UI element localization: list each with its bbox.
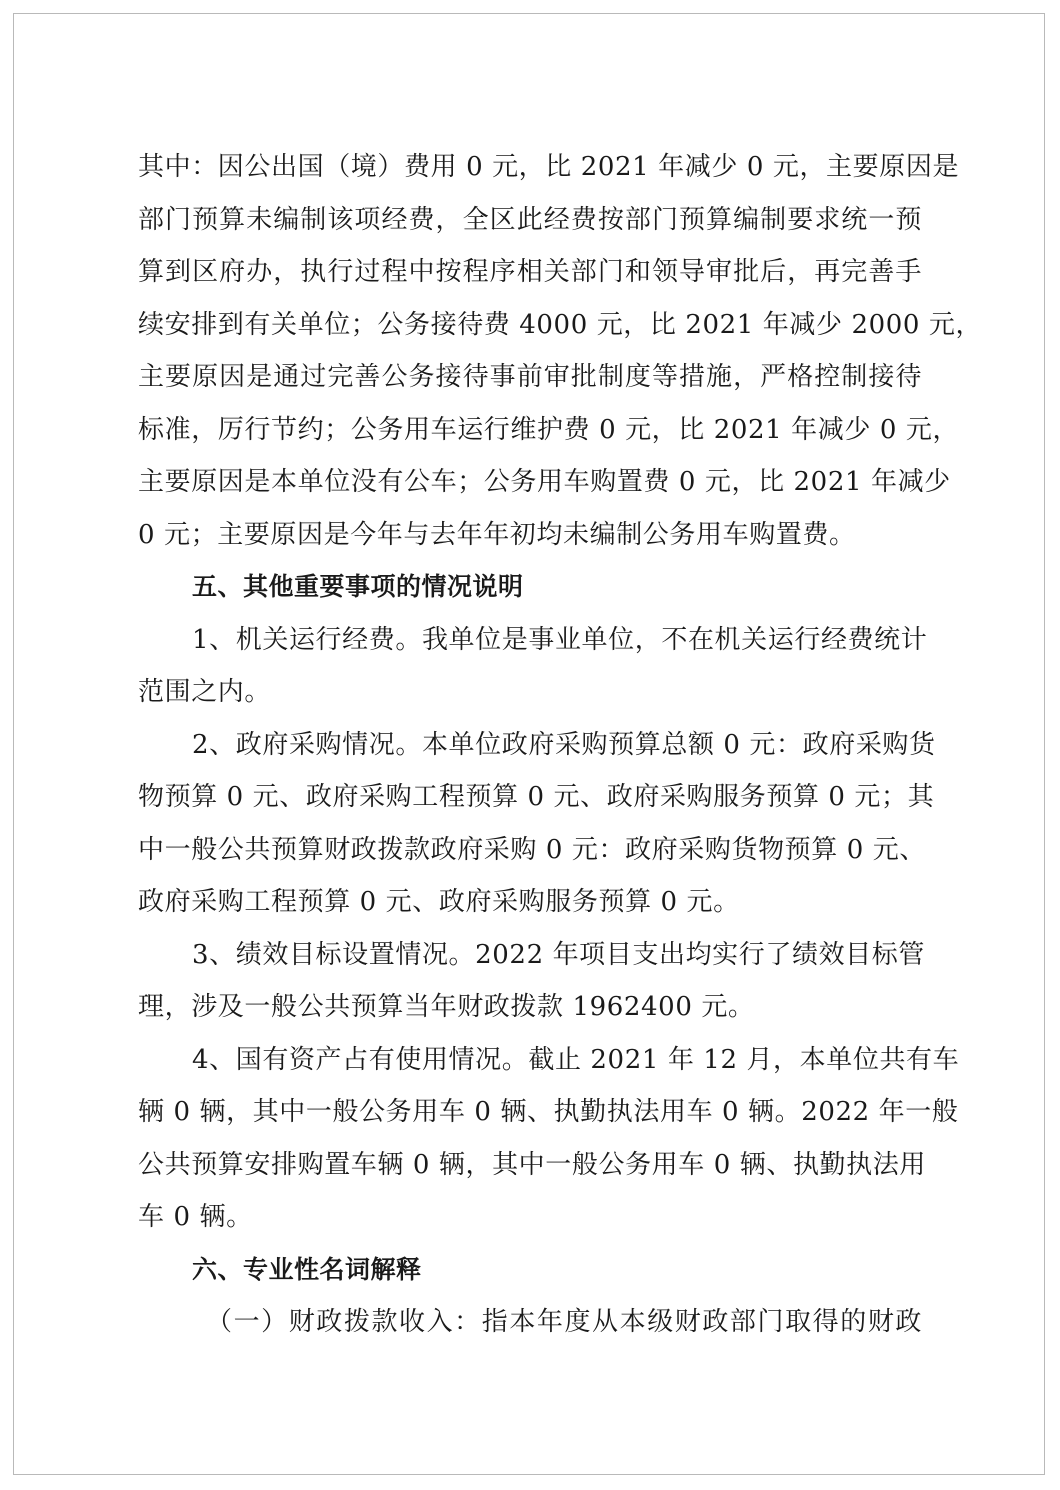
text-line: 算到区府办，执行过程中按程序相关部门和领导审批后，再完善手	[138, 257, 922, 287]
text-line: 2、政府采购情况。本单位政府采购预算总额 0 元：政府采购货	[192, 729, 936, 760]
document-body	[138, 141, 983, 1349]
text-line: 1、机关运行经费。我单位是事业单位，不在机关运行经费统计	[192, 624, 928, 655]
text-line: 4、国有资产占有使用情况。截止 2021 年 12 月，本单位共有车	[192, 1044, 960, 1075]
text-line: 物预算 0 元、政府采购工程预算 0 元、政府采购服务预算 0 元；其	[138, 782, 935, 812]
paragraph-procurement	[138, 719, 936, 929]
text-line: 政府采购工程预算 0 元、政府采购服务预算 0 元。	[138, 887, 740, 917]
text-line: 公共预算安排购置车辆 0 辆，其中一般公务用车 0 辆、执勤执法用	[138, 1149, 926, 1180]
text-line: 3、绩效目标设置情况。2022 年项目支出均实行了绩效目标管	[192, 939, 925, 970]
text-line: 辆 0 辆，其中一般公务用车 0 辆、执勤执法用车 0 辆。2022 年一般	[138, 1097, 959, 1127]
section-heading-other-matters: 五、其他重要事项的情况说明	[192, 572, 524, 601]
text-line: 续安排到有关单位；公务接待费 4000 元，比 2021 年减少 2000 元，	[138, 309, 983, 340]
paragraph-state-assets	[138, 1034, 960, 1244]
text-line: 车 0 辆。	[138, 1202, 253, 1232]
text-line: 理，涉及一般公共预算当年财政拨款 1962400 元。	[138, 992, 755, 1022]
paragraph-performance-targets	[138, 929, 925, 1034]
text-line: 其中：因公出国（境）费用 0 元，比 2021 年减少 0 元，主要原因是	[138, 152, 960, 182]
text-line: 标准，厉行节约；公务用车运行维护费 0 元，比 2021 年减少 0 元，	[138, 414, 960, 445]
paragraph-sanggong-expenses	[138, 141, 983, 561]
text-line: 中一般公共预算财政拨款政府采购 0 元：政府采购货物预算 0 元、	[138, 834, 926, 865]
text-line: 0 元；主要原因是今年与去年年初均未编制公务用车购置费。	[138, 519, 856, 550]
text-line: 范围之内。	[138, 677, 272, 707]
text-line: （一）财政拨款收入：指本年度从本级财政部门取得的财政	[206, 1307, 922, 1337]
text-line: 主要原因是通过完善公务接待事前审批制度等措施，严格控制接待	[138, 362, 922, 392]
text-line: 部门预算未编制该项经费，全区此经费按部门预算编制要求统一预	[138, 204, 922, 235]
text-line: 主要原因是本单位没有公车；公务用车购置费 0 元，比 2021 年减少	[138, 467, 951, 497]
paragraph-operating-expenses	[138, 614, 928, 719]
paragraph-glossary-fiscal-appropriation	[138, 1296, 922, 1349]
section-heading-glossary: 六、专业性名词解释	[192, 1254, 422, 1284]
